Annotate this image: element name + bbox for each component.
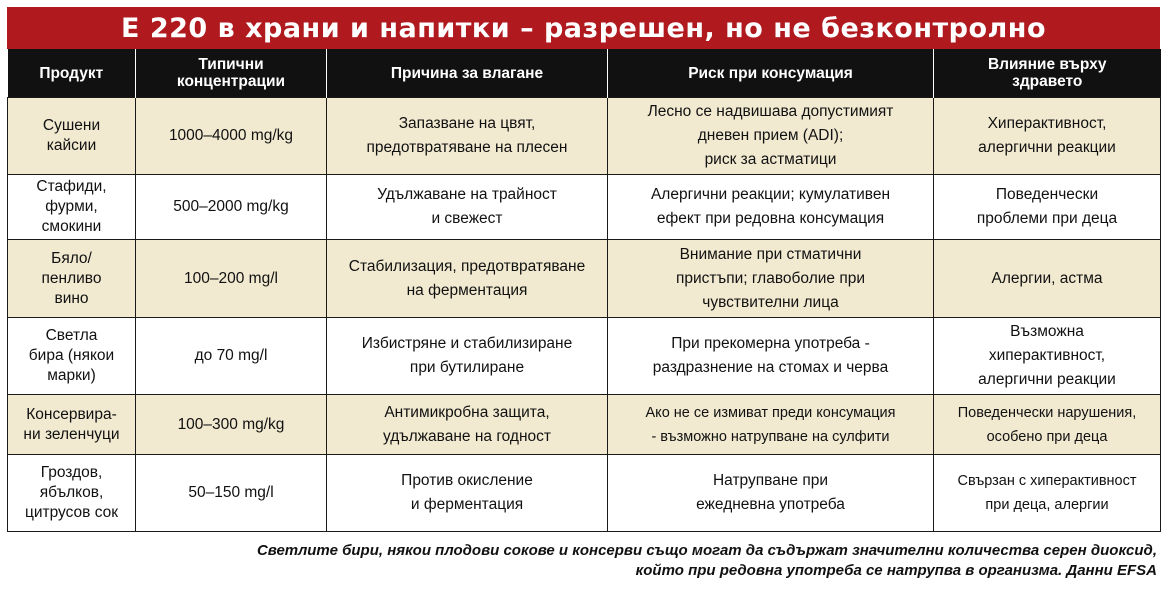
cell-concentration: 100–300 mg/kg <box>136 395 327 455</box>
column-header-health: Влияние върху здравето <box>934 49 1161 98</box>
infographic-frame <box>7 7 1160 532</box>
cell-reason: Избистряне и стабилизиране при бутилиране <box>327 318 608 395</box>
cell-product: Бяло/ пенливо вино <box>8 240 136 318</box>
cell-health: Поведенчески нарушения, особено при деца <box>934 395 1161 455</box>
table-row <box>8 175 1161 240</box>
cell-health: Алергии, астма <box>934 240 1161 318</box>
table-row <box>8 318 1161 395</box>
cell-product: Консервира- ни зеленчуци <box>8 395 136 455</box>
table-row <box>8 240 1161 318</box>
table-row <box>8 98 1161 175</box>
footnote-source: Светлите бири, някои плодови сокове и консерви също могат да съдържат значителни количества серен диоксид, който при редовна употреба се натрупва в организма. Данни EFSA <box>256 542 1157 579</box>
cell-risk: Натрупване при ежедневна употреба <box>608 455 934 532</box>
e220-table <box>7 49 1161 532</box>
cell-health: Поведенчески проблеми при деца <box>934 175 1161 240</box>
cell-risk: При прекомерна употреба - раздразнение на стомах и черва <box>608 318 934 395</box>
cell-reason: Удължаване на трайност и свежест <box>327 175 608 240</box>
cell-reason: Запазване на цвят, предотвратяване на плесен <box>327 98 608 175</box>
cell-product: Сушени кайсии <box>8 98 136 175</box>
cell-reason: Антимикробна защита, удължаване на годност <box>327 395 608 455</box>
cell-concentration: до 70 mg/l <box>136 318 327 395</box>
page-title: Е 220 в храни и напитки – разрешен, но не безконтролно <box>7 7 1160 49</box>
table-row <box>8 395 1161 455</box>
table-header-row <box>8 49 1161 98</box>
table-row <box>8 455 1161 532</box>
cell-risk: Лесно се надвишава допустимият дневен прием (ADI); риск за астматици <box>608 98 934 175</box>
cell-concentration: 50–150 mg/l <box>136 455 327 532</box>
column-header-risk: Риск при консумация <box>608 49 934 98</box>
cell-product: Светла бира (някои марки) <box>8 318 136 395</box>
cell-concentration: 100–200 mg/l <box>136 240 327 318</box>
cell-concentration: 500–2000 mg/kg <box>136 175 327 240</box>
cell-risk: Алергични реакции; кумулативен ефект при редовна консумация <box>608 175 934 240</box>
cell-product: Стафиди, фурми, смокини <box>8 175 136 240</box>
cell-health: Свързан с хиперактивност при деца, алергии <box>934 455 1161 532</box>
column-header-concentration: Типични концентрации <box>136 49 327 98</box>
cell-reason: Против окисление и ферментация <box>327 455 608 532</box>
cell-product: Гроздов, ябълков, цитрусов сок <box>8 455 136 532</box>
cell-risk: Внимание при стматични пристъпи; главоболие при чувствителни лица <box>608 240 934 318</box>
column-header-reason: Причина за влагане <box>327 49 608 98</box>
cell-risk: Ако не се измиват преди консумация - възможно натрупване на сулфити <box>608 395 934 455</box>
cell-health: Хиперактивност, алергични реакции <box>934 98 1161 175</box>
cell-concentration: 1000–4000 mg/kg <box>136 98 327 175</box>
cell-reason: Стабилизация, предотвратяване на ферментация <box>327 240 608 318</box>
column-header-product: Продукт <box>8 49 136 98</box>
cell-health: Възможна хиперактивност, алергични реакции <box>934 318 1161 395</box>
